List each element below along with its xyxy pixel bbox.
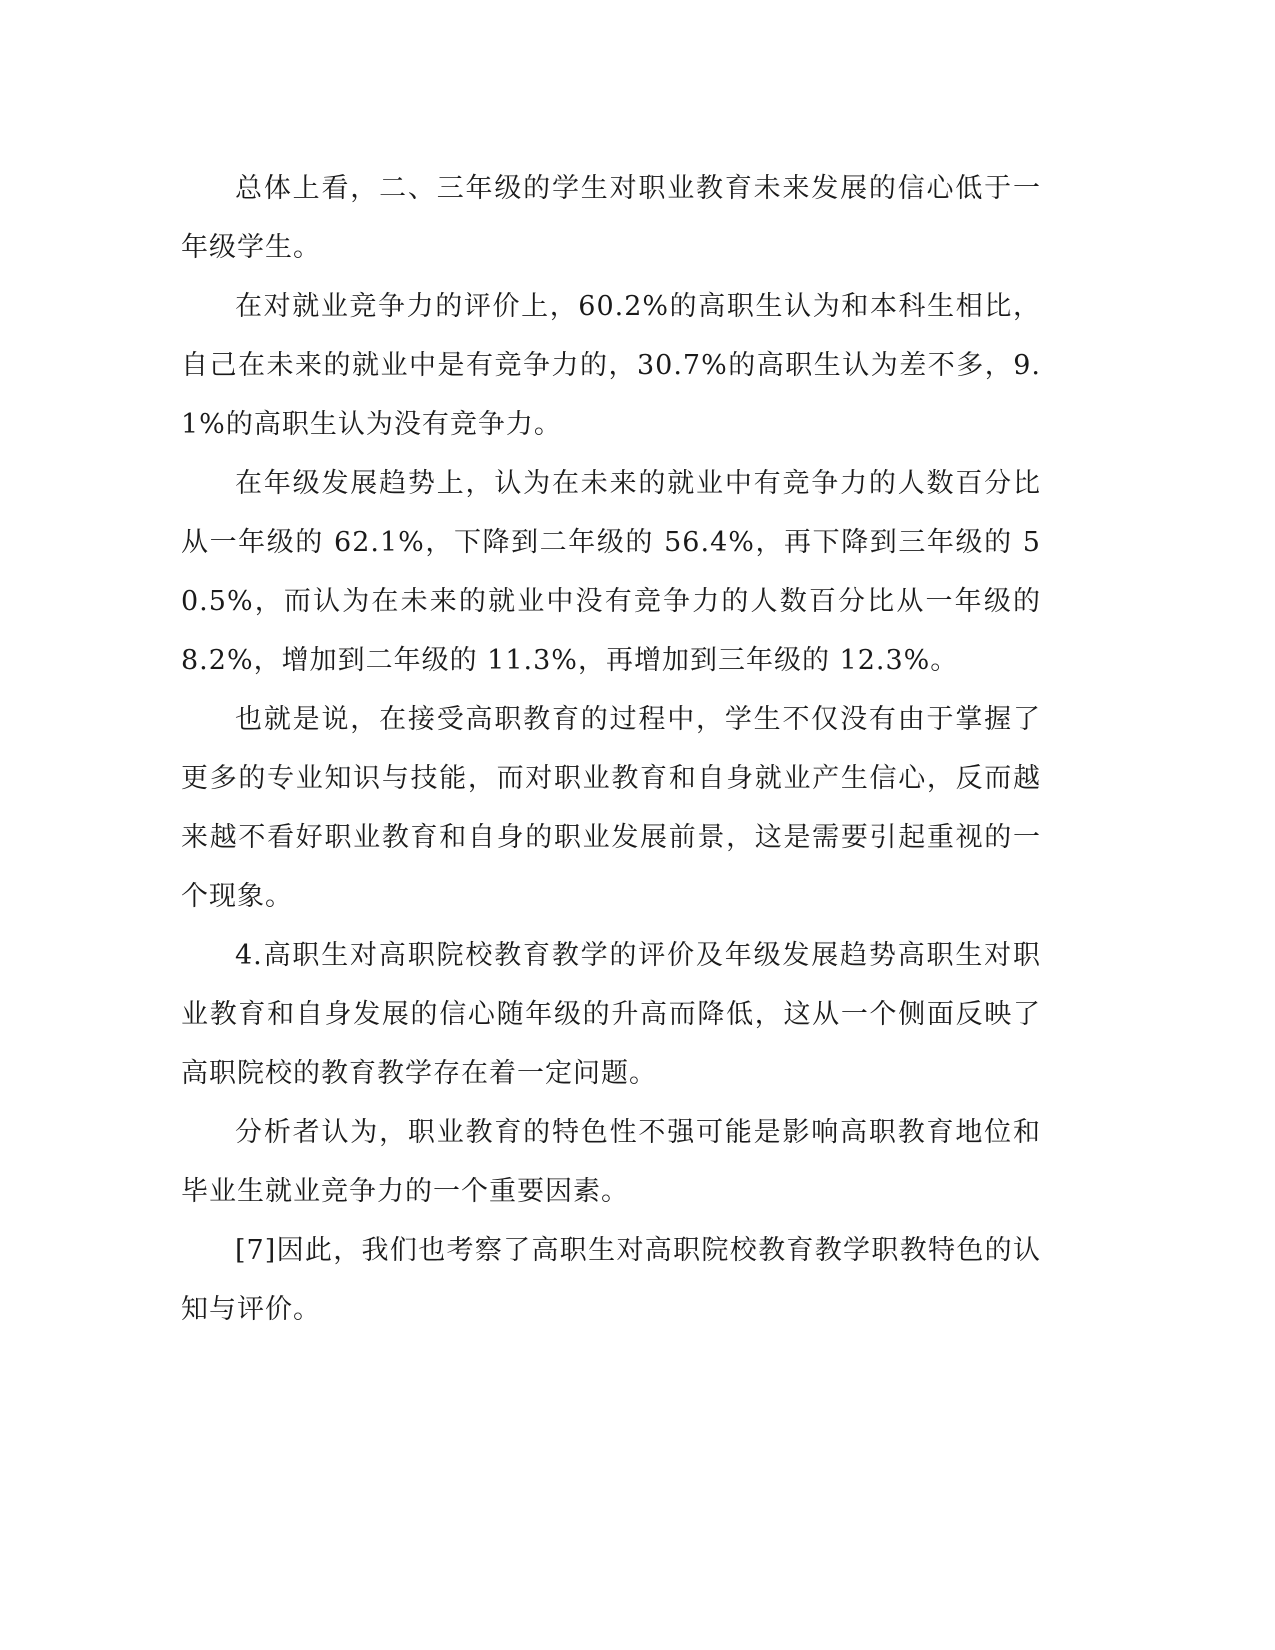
- paragraph-5: 4.高职生对高职院校教育教学的评价及年级发展趋势高职生对职业教育和自身发展的信心随年级的升高而降低，这从一个侧面反映了高职院校的教育教学存在着一定问题。: [181, 940, 1041, 1089]
- paragraph-7: [7]因此，我们也考察了高职生对高职院校教育教学职教特色的认知与评价。: [181, 1235, 1041, 1325]
- paragraph-3: 在年级发展趋势上，认为在未来的就业中有竞争力的人数百分比从一年级的 62.1%，下降到二年级的 56.4%，再下降到三年级的 50.5%，而认为在未来的就业中没有竞争力的人数百分比从一年级的 8.2%，增加到二年级的 11.3%，再增加到三年级的 12.3%。: [181, 468, 1041, 676]
- paragraph-6: 分析者认为，职业教育的特色性不强可能是影响高职教育地位和毕业生就业竞争力的一个重要因素。: [181, 1117, 1041, 1207]
- paragraph-2: 在对就业竞争力的评价上，60.2%的高职生认为和本科生相比，自己在未来的就业中是有竞争力的，30.7%的高职生认为差不多，9.1%的高职生认为没有竞争力。: [181, 291, 1041, 440]
- paragraph-1: 总体上看，二、三年级的学生对职业教育未来发展的信心低于一年级学生。: [181, 173, 1041, 263]
- document-body: [181, 159, 1041, 1339]
- paragraph-4: 也就是说，在接受高职教育的过程中，学生不仅没有由于掌握了更多的专业知识与技能，而对职业教育和自身就业产生信心，反而越来越不看好职业教育和自身的职业发展前景，这是需要引起重视的一个现象。: [181, 704, 1041, 912]
